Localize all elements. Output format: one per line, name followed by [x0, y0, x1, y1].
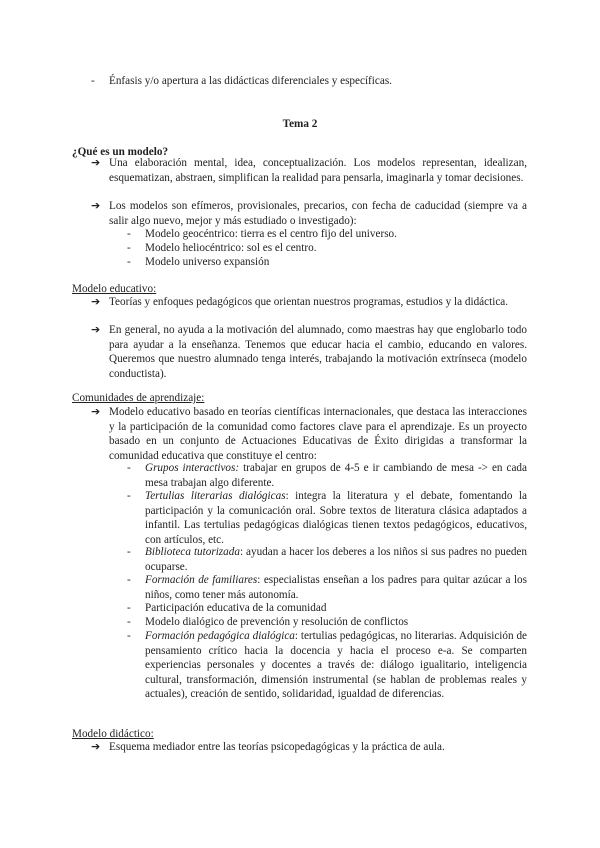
action-text: trabajar en grupos de 4-5 e ir cambiando de mesa -> en cada mesa trabajan algo diferente. — [145, 462, 527, 489]
action-term: Formación de familiares — [145, 574, 258, 586]
section-heading-comunidades: Comunidades de aprendizaje: — [72, 392, 205, 404]
sub-item — [127, 255, 527, 270]
arrow-item-text: Teorías y enfoques pedagógicos que orientan nuestros programas, estudios y la didáctica. — [109, 296, 509, 308]
action-term: Biblioteca tutorizada — [145, 546, 240, 558]
section-heading-didactico: Modelo didáctico: — [72, 728, 154, 740]
arrow-item-text: Los modelos son efímeros, provisionales, precarios, con fecha de caducidad (siempre va a salir algo nuevo, mejor y más estudiado o investigado): — [109, 200, 527, 227]
action-text: : ayudan a hacer los deberes a los niños si sus padres no pueden ocuparse. — [145, 546, 527, 573]
dash-bullet: - — [127, 616, 131, 628]
arrow-icon: ➔ — [91, 156, 101, 169]
action-item — [127, 615, 527, 630]
dash-bullet: - — [127, 242, 131, 254]
dash-bullet: - — [127, 462, 131, 474]
sub-item — [127, 241, 527, 256]
dash-bullet: - — [127, 490, 131, 502]
action-item — [127, 545, 527, 574]
sub-item-text: Modelo heliocéntrico: sol es el centro. — [145, 242, 317, 254]
sub-item-text: Modelo geocéntrico: tierra es el centro fijo del universo. — [145, 228, 397, 240]
intro-item-text: Énfasis y/o apertura a las didácticas diferenciales y específicas. — [109, 75, 392, 87]
action-text: : tertulias pedagógicas, no literarias. Adquisición de pensamiento crítico hacia la docencia y hacia el proceso e-a. Se comparten experiencias personales y docentes a través de: diálogo igualitario, inteligencia cultural, transformación, dimensión instrumental (se hablan de problemas reales y actuales), creación de sentido, solidaridad, igualdad de diferencias. — [145, 630, 527, 701]
arrow-icon: ➔ — [91, 740, 101, 753]
action-text: : especialistas enseñan a los padres para quitar azúcar a los niños, como tener más autonomía. — [145, 574, 528, 601]
action-item — [127, 573, 527, 602]
action-item — [127, 601, 527, 616]
dash-bullet: - — [127, 228, 131, 240]
dash-bullet: - — [91, 75, 95, 87]
arrow-item — [91, 323, 527, 381]
dash-bullet: - — [127, 630, 131, 642]
action-text: : integra la literatura y el debate, fomentando la participación y la comunicación oral. Sobre textos de literatura clásica adaptados a infantil. Las tertulias pedagógicas dialógicas tienen textos pedagógicos, educativos, con artículos, etc. — [145, 490, 527, 546]
action-term: Grupos interactivos: — [145, 462, 240, 474]
action-item — [127, 629, 527, 702]
dash-bullet: - — [127, 546, 131, 558]
action-term: Tertulias literarias dialógicas — [145, 490, 286, 502]
section-heading-educativo: Modelo educativo: — [72, 283, 157, 295]
arrow-icon: ➔ — [91, 405, 101, 418]
arrow-icon: ➔ — [91, 199, 101, 212]
arrow-item — [91, 199, 527, 228]
arrow-item-text: Una elaboración mental, idea, conceptualización. Los modelos representan, idealizan, esquematizan, abstraen, simplifican la realidad para pensarla, imaginarla y tomar decisiones. — [109, 157, 527, 184]
arrow-icon: ➔ — [91, 323, 101, 336]
arrow-item — [91, 405, 527, 463]
arrow-item — [91, 740, 527, 755]
dash-bullet: - — [127, 256, 131, 268]
arrow-item — [91, 156, 527, 185]
section-heading-modelo: ¿Qué es un modelo? — [72, 146, 169, 158]
sub-item-text: Modelo universo expansión — [145, 256, 270, 268]
action-item — [127, 489, 527, 547]
action-term: Formación pedagógica dialógica — [145, 630, 295, 642]
page-title: Tema 2 — [282, 118, 318, 130]
action-text: Participación educativa de la comunidad — [145, 602, 327, 614]
arrow-item-text: En general, no ayuda a la motivación del alumnado, como maestras hay que englobarlo todo para ayudar a la enseñanza. Tenemos que educar hacia el cambio, educando en valores. Queremos que nuestro alumnado tenga interés, trabajando la motivación extrínseca (modelo conductista). — [109, 324, 527, 380]
arrow-item-text: Modelo educativo basado en teorías científicas internacionales, que destaca las interacciones y la participación de la comunidad como factores clave para el aprendizaje. Es un proyecto basado en un conjunto de Actuaciones Educativas de Éxito dirigidas a transformar la comunidad educativa que constituye el centro: — [109, 406, 527, 462]
arrow-icon: ➔ — [91, 295, 101, 308]
sub-item — [127, 227, 527, 242]
arrow-item — [91, 295, 527, 310]
arrow-item-text: Esquema mediador entre las teorías psicopedagógicas y la práctica de aula. — [109, 741, 445, 753]
action-text: Modelo dialógico de prevención y resolución de conflictos — [145, 616, 409, 628]
dash-bullet: - — [127, 602, 131, 614]
dash-bullet: - — [127, 574, 131, 586]
action-item — [127, 461, 527, 490]
